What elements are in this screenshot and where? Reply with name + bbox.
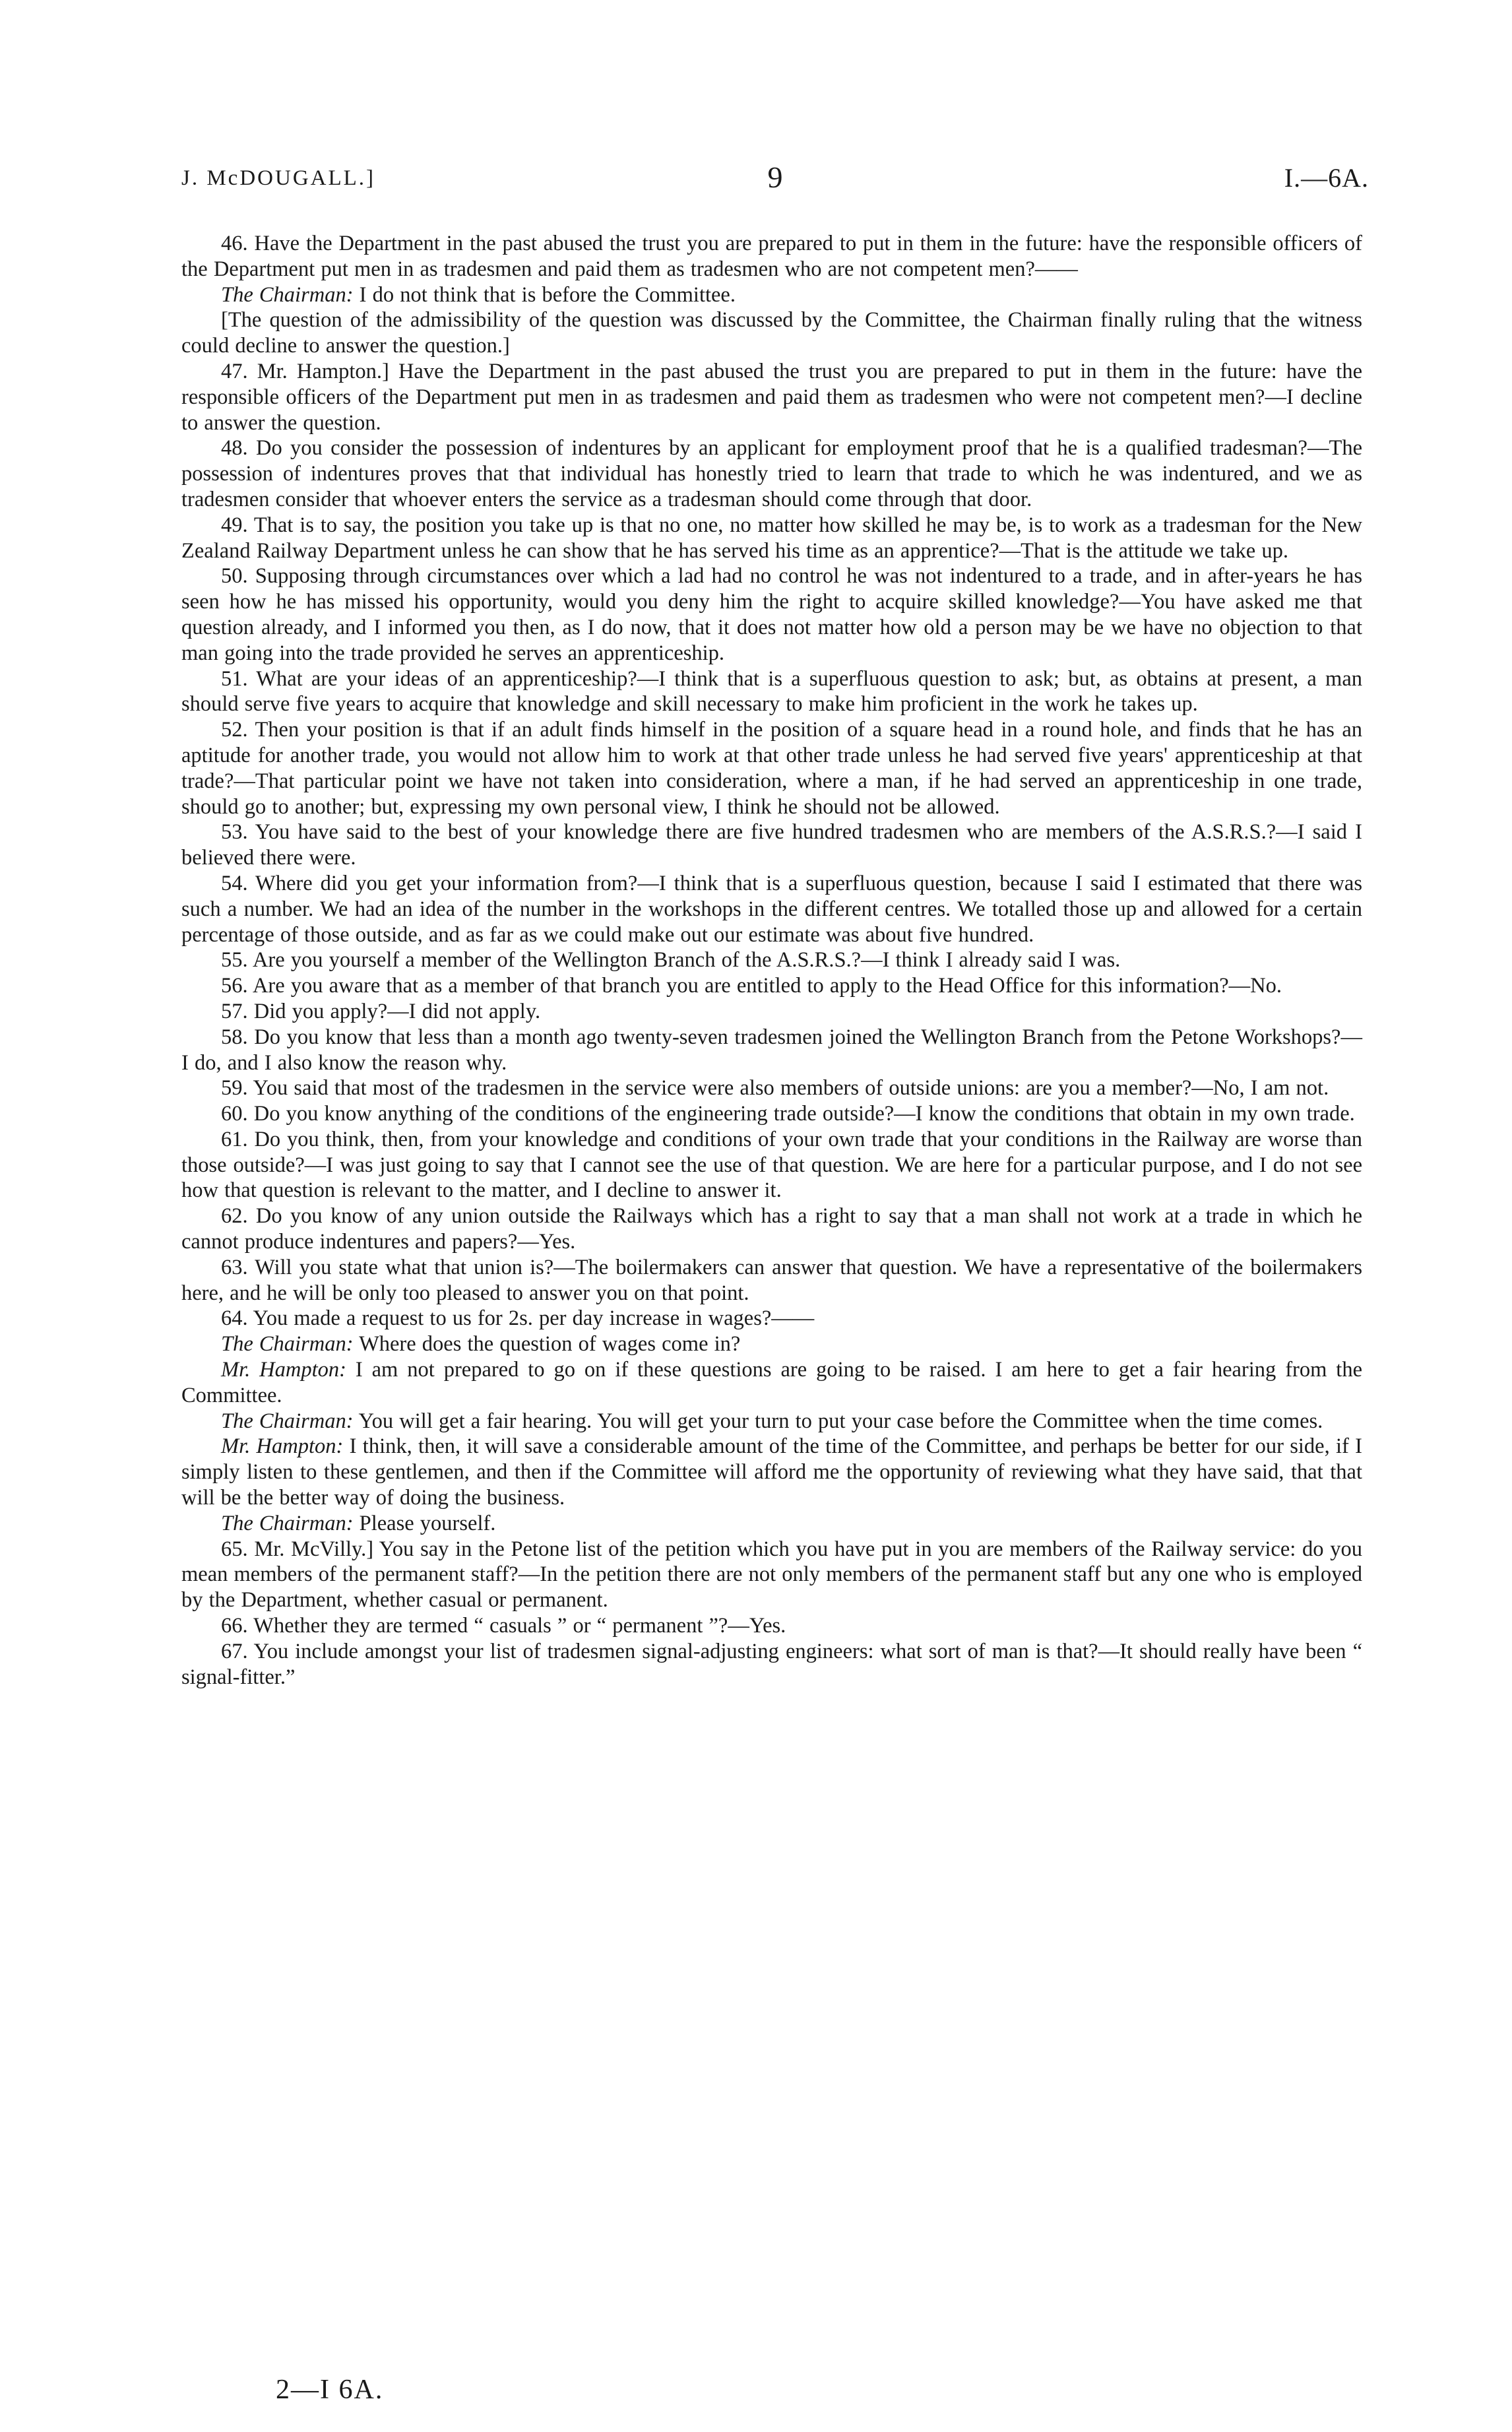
paragraph: 63. Will you state what that union is?—The boilermakers can answer that question. We have a representative of the boilermakers here, and he will be only too pleased to answer you on that point. — [181, 1255, 1362, 1305]
paragraph: 56. Are you aware that as a member of that branch you are entitled to apply to the Head Office for this information?—No. — [221, 974, 1282, 998]
paragraph: [The question of the admissibility of the question was discussed by the Committee, the Chairman finally ruling that the witness could decline to answer the question.] — [181, 308, 1362, 358]
paragraph: 48. Do you consider the possession of indentures by an applicant for employment proof that he is a qualified tradesman?—The possession of indentures proves that that individual has honestly tried to learn that trade to which he was indentured, and we as tradesmen consider that whoever enters the service as a tradesman should come through that door. — [181, 436, 1362, 511]
paragraph: 54. Where did you get your information from?—I think that is a superfluous question, because I said I estimated that there was such a number. We had an idea of the number in the workshops in the different centres. We totalled those up and allowed for a certain percentage of those outside, and as far as we could make out our estimate was about five hundred. — [181, 871, 1362, 947]
paragraph: 59. You said that most of the tradesmen in the service were also members of outside unions: are you a member?—No, I am not. — [221, 1076, 1329, 1101]
paragraph: 55. Are you yourself a member of the Wellington Branch of the A.S.R.S.?—I think I already said I was. — [221, 948, 1121, 973]
paragraph: 46. Have the Department in the past abused the trust you are prepared to put in them in the future: have the responsible officers of the Department put men in as tradesmen and paid them as tradesmen who are not competent men?—— — [181, 232, 1362, 281]
paragraph: Mr. Hampton: I am not prepared to go on if these questions are going to be raised. I am here to get a fair hearing from the Committee. — [181, 1358, 1363, 1407]
paragraph: 58. Do you know that less than a month ago twenty-seven tradesmen joined the Wellington Branch from the Petone Workshops?—I do, and I also know the reason why. — [181, 1025, 1362, 1075]
paragraph: 47. Mr. Hampton.] Have the Department in the past abused the trust you are prepared to put in them in the future: have the responsible officers of the Department put men in as tradesmen and paid them as tradesmen who were not competent men?—I decline to answer the question. — [181, 359, 1362, 435]
paragraph: 51. What are your ideas of an apprenticeship?—I think that is a superfluous question to ask; but, as obtains at present, a man should serve five years to acquire that knowledge and skill necessary to make him proficient in the work he takes up. — [181, 666, 1362, 717]
paragraph: 61. Do you think, then, from your knowledge and conditions of your own trade that your conditions in the Railway are worse than those outside?—I was just going to say that I cannot see the use of that question. We are here for a particular purpose, and I do not see how that question is relevant to the matter, and I decline to answer it. — [181, 1127, 1362, 1203]
signature-mark: 2—I 6A. — [276, 2375, 384, 2405]
paragraph: The Chairman: Please yourself. — [221, 1511, 496, 1535]
paragraph: The Chairman: I do not think that is before the Committee. — [221, 282, 736, 307]
evidence-text — [181, 231, 1362, 1690]
paragraph: 67. You include amongst your list of tradesmen signal-adjusting engineers: what sort of man is that?—It should really have been “ signal-fitter.” — [181, 1639, 1362, 1689]
running-head-witness: J. McDOUGALL.] — [181, 166, 376, 190]
paragraph: The Chairman: You will get a fair hearing. You will get your turn to put your case before the Committee when the time comes. — [221, 1409, 1323, 1433]
page-number: 9 — [767, 160, 783, 194]
paragraph: 66. Whether they are termed “ casuals ” or “ permanent ”?—Yes. — [221, 1614, 786, 1638]
paragraph: 49. That is to say, the position you take up is that no one, no matter how skilled he may be, is to work as a tradesman for the New Zealand Railway Department unless he can show that he has served his time as an apprentice?—That is the attitude we take up. — [181, 513, 1362, 563]
paragraph: 65. Mr. McVilly.] You say in the Petone list of the petition which you have put in you are members of the Railway service: do you mean members of the permanent staff?—In the petition there are not only members of the permanent staff but any one who is employed by the Department, whether casual or permanent. — [181, 1537, 1362, 1613]
page-header — [181, 160, 1369, 203]
paragraph: 53. You have said to the best of your knowledge there are five hundred tradesmen who are members of the A.S.R.S.?—I said I believed there were. — [181, 820, 1362, 870]
paragraph: 50. Supposing through circumstances over which a lad had no control he was not indentured to a trade, and in after-years he has seen how he has missed his opportunity, would you deny him the right to acquire skilled knowledge?—You have asked me that question already, and I informed you then, as I do now, that it does not matter how old a person may be we have no objection to that man going into the trade provided he serves an apprenticeship. — [181, 564, 1362, 665]
paragraph: 60. Do you know anything of the conditions of the engineering trade outside?—I know the conditions that obtain in my own trade. — [221, 1102, 1355, 1126]
paragraph: 62. Do you know of any union outside the Railways which has a right to say that a man shall not work at a trade in which he cannot produce indentures and papers?—Yes. — [181, 1204, 1362, 1254]
paragraph: 64. You made a request to us for 2s. per day increase in wages?—— — [221, 1306, 815, 1331]
paragraph: 57. Did you apply?—I did not apply. — [221, 999, 541, 1023]
paragraph: The Chairman: Where does the question of wages come in? — [221, 1332, 741, 1357]
paragraph: 52. Then your position is that if an adult finds himself in the position of a square head in a round hole, and finds that he has an aptitude for another trade, you would not allow him to work at that other trade unless he had served five years' apprenticeship at that trade?—That particular point we have not taken into consideration, where a man, if he had served an apprenticeship in one trade, should go to another; but, expressing my own personal view, I think he should not be allowed. — [181, 718, 1362, 819]
paragraph: Mr. Hampton: I think, then, it will save a considerable amount of the time of the Committee, and perhaps be better for our side, if I simply listen to these gentlemen, and then if the Committee will afford me the opportunity of reviewing what they have said, that that will be the better way of doing the business. — [181, 1434, 1363, 1510]
document-reference: I.—6A. — [1284, 163, 1369, 193]
